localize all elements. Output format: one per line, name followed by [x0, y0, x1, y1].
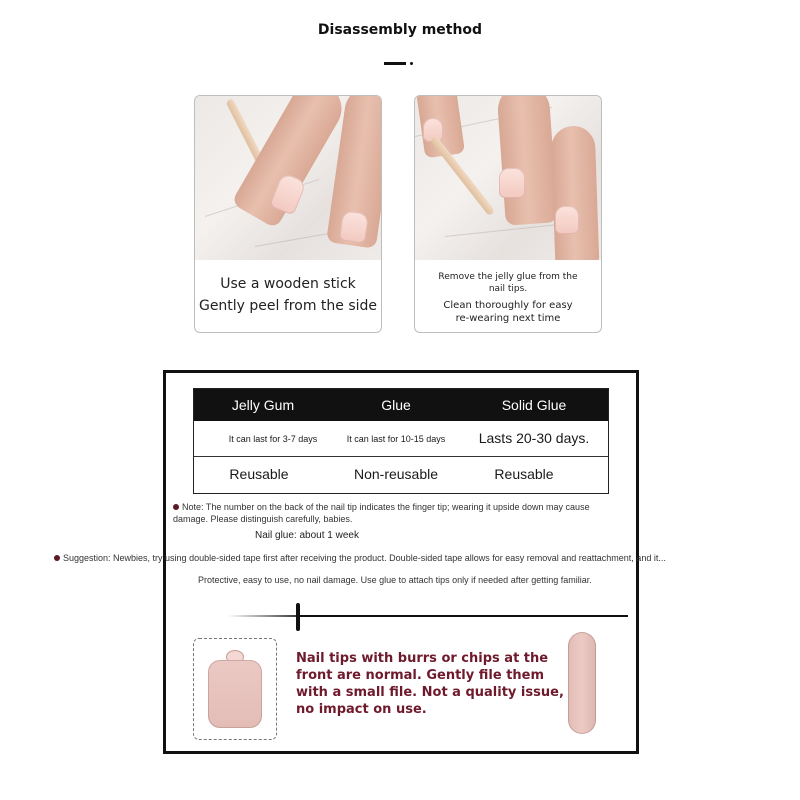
step-1-caption	[195, 273, 381, 317]
step-2-caption-a: Remove the jelly glue from the nail tips.	[438, 272, 578, 294]
nail-tip-icon	[499, 168, 525, 198]
header-glue: Glue	[381, 397, 411, 413]
step-card-2	[414, 95, 602, 333]
suggestion-text: Suggestion: Newbies, try using double-sided tape first after receiving the product. Double-sided tape allows for easy removal and reattachment, and it...	[54, 552, 754, 564]
nail-pusher-shaft	[300, 615, 628, 617]
title-divider	[384, 62, 406, 65]
duration-glue: It can last for 10-15 days	[346, 434, 446, 444]
duration-jelly-gum: It can last for 3-7 days	[228, 434, 318, 444]
protective-text: Protective, easy to use, no nail damage. Use glue to attach tips only if needed after getting familiar.	[198, 575, 592, 585]
table-header-row	[194, 389, 608, 421]
burr-notice-text: Nail tips with burrs or chips at the front are normal. Gently file them with a small file. Not a quality issue, no impact on use.	[296, 651, 564, 717]
nail-pusher-tool-icon	[228, 615, 300, 617]
reuse-jelly-gum: Reusable	[229, 466, 289, 482]
bullet-icon	[173, 504, 179, 510]
step-1-caption-line-2: Gently peel from the side	[198, 298, 378, 314]
glue-comparison-table	[193, 388, 609, 494]
page-title: Disassembly method	[317, 22, 483, 38]
step-card-1	[194, 95, 382, 333]
header-jelly-gum: Jelly Gum	[231, 397, 295, 413]
bullet-icon	[54, 555, 60, 561]
nail-glue-duration: Nail glue: about 1 week	[255, 530, 359, 541]
step-1-photo	[195, 96, 381, 260]
nail-file-icon	[568, 632, 596, 734]
title-divider-dot	[410, 62, 413, 65]
table-divider	[194, 456, 608, 457]
header-solid-glue: Solid Glue	[501, 397, 567, 413]
note-text: Note: The number on the back of the nail tip indicates the finger tip; wearing it upside down may cause damage. Please distinguish carefully, babies.	[173, 502, 590, 524]
reuse-solid-glue: Reusable	[494, 466, 554, 482]
step-1-caption-line-1: Use a wooden stick	[220, 276, 356, 292]
nail-pusher-notch	[296, 603, 300, 631]
duration-solid-glue: Lasts 20-30 days.	[478, 430, 590, 446]
step-2-photo	[415, 96, 601, 260]
reuse-glue: Non-reusable	[353, 466, 439, 482]
nail-tip-icon	[208, 660, 262, 728]
step-2-caption-b: Clean thoroughly for easy re-wearing next time	[443, 300, 573, 324]
